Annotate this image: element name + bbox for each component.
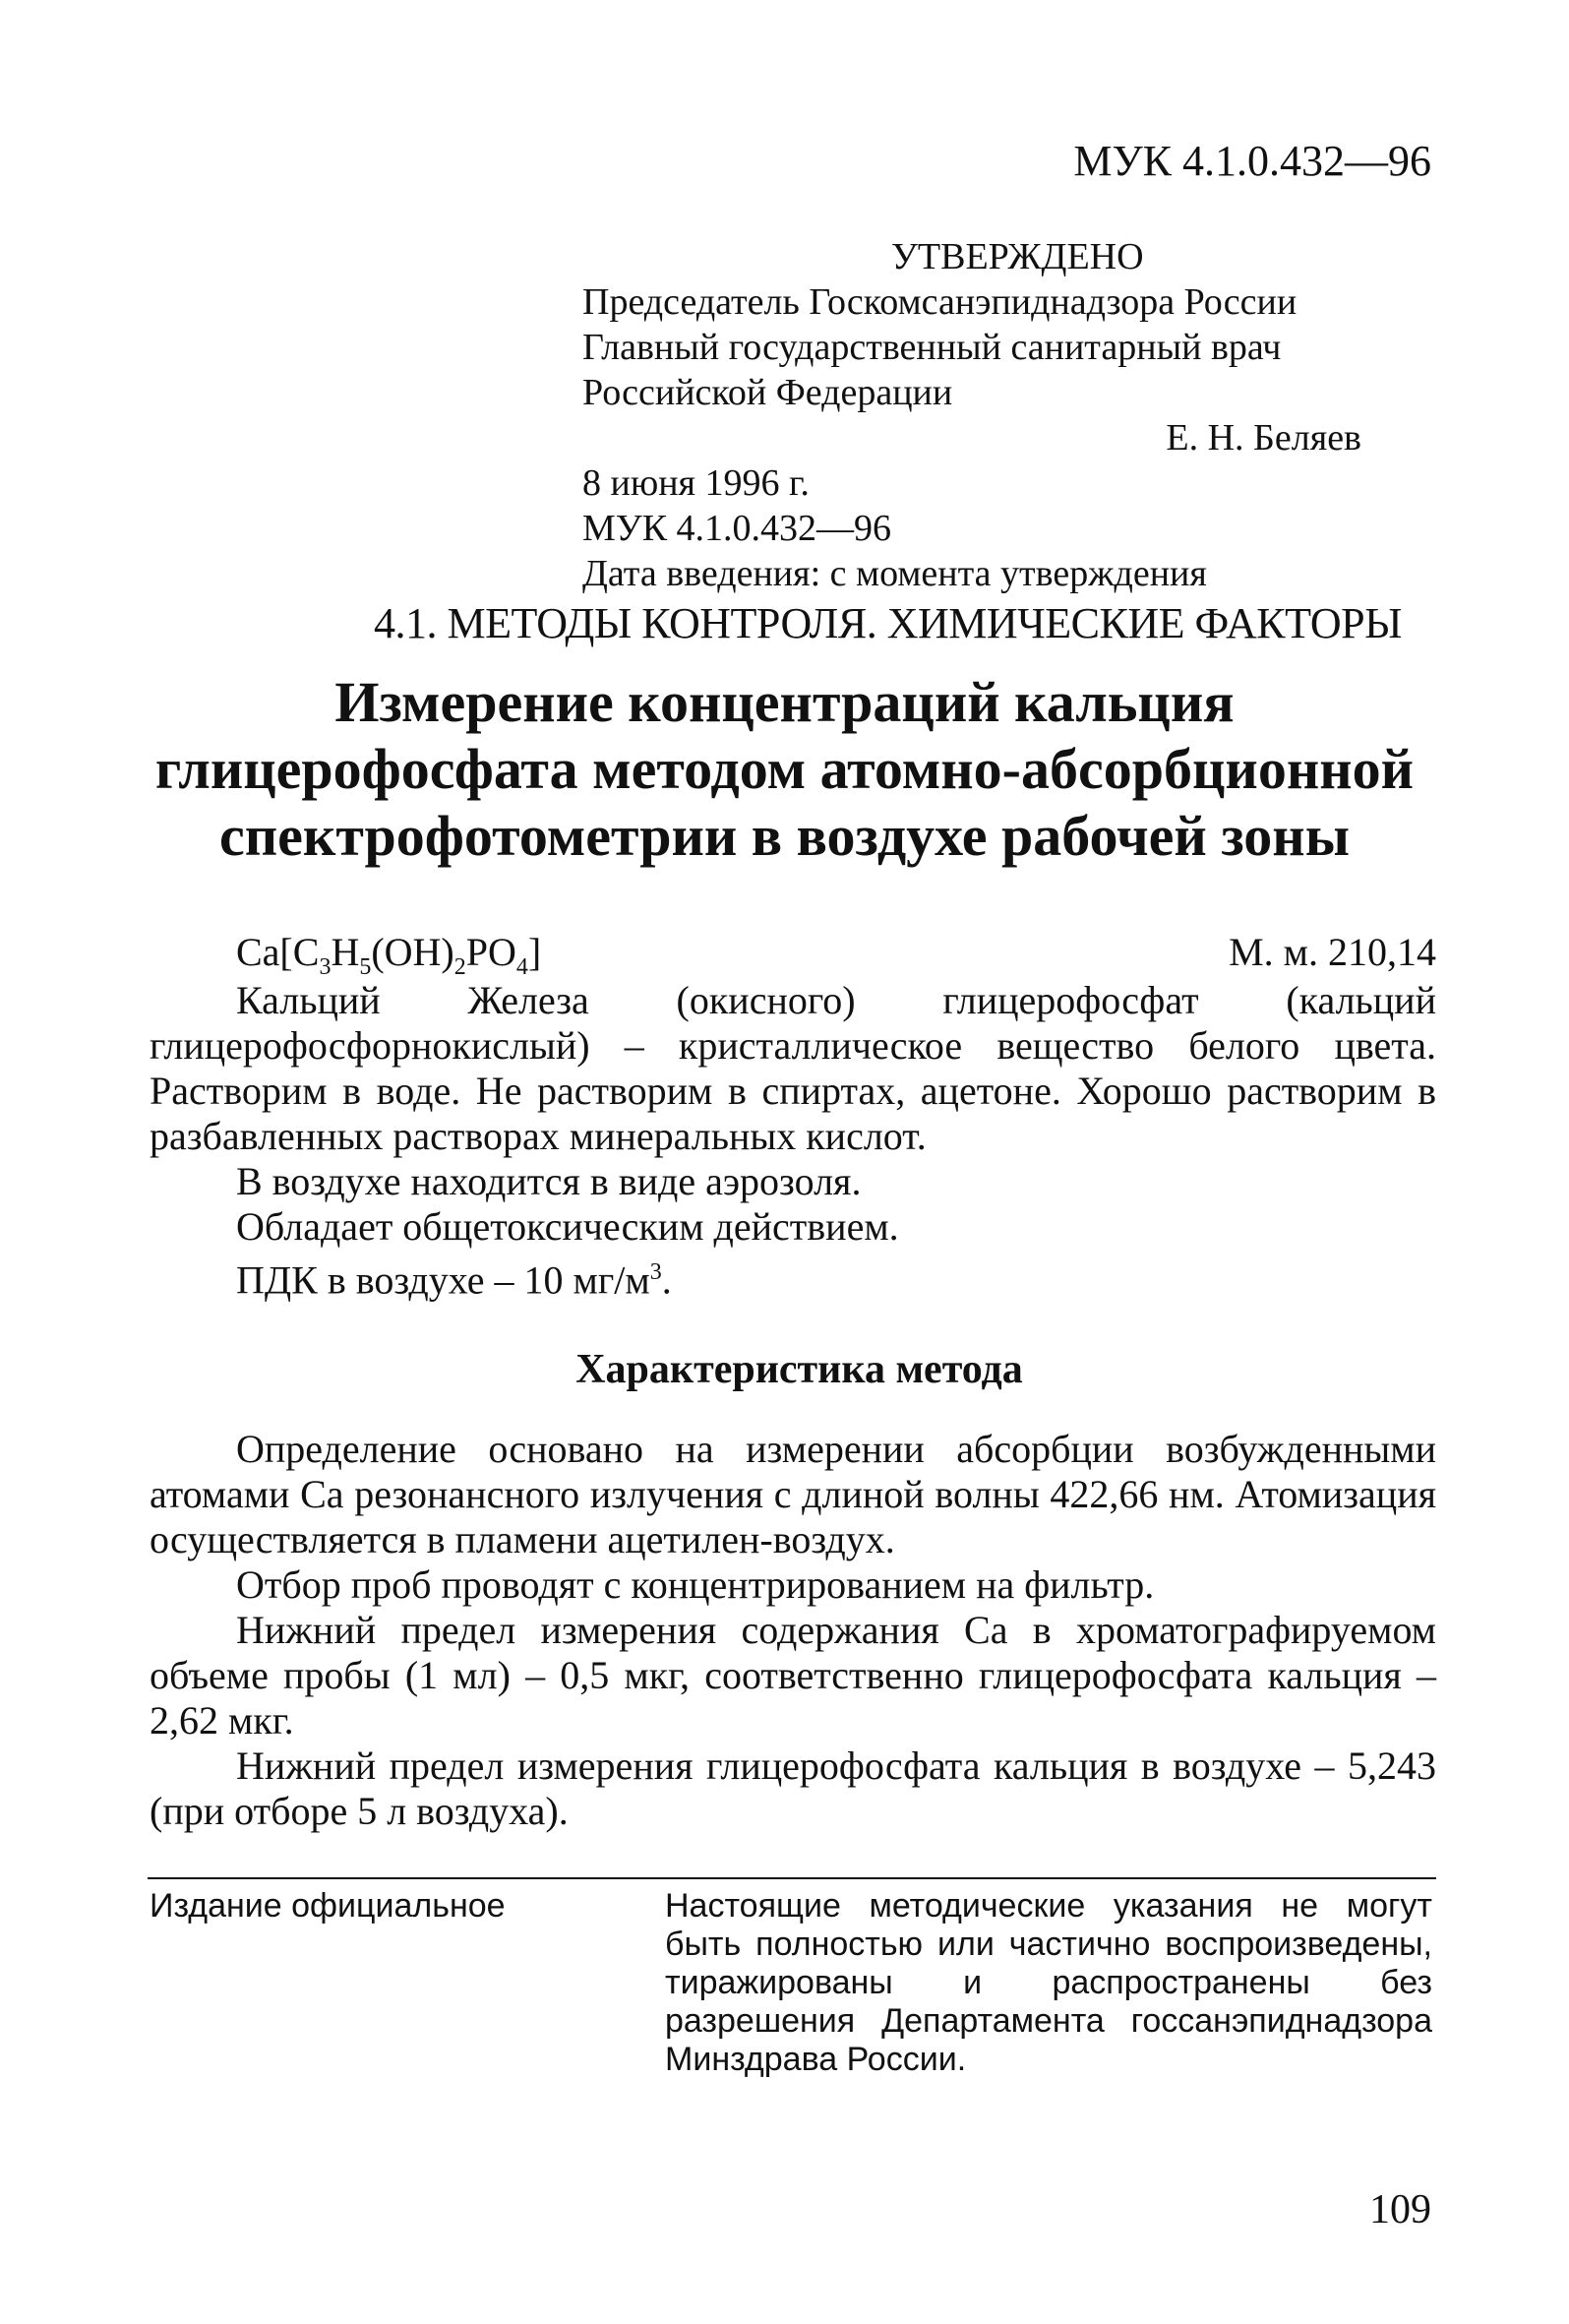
method-paragraph: Нижний предел измерения содержания Са в хроматографируемом объеме пробы (1 мл) – 0,5 мкг, соответственно глицерофосфата кальция – 2,62 мкг.: [150, 1608, 1436, 1743]
page-number: 109: [1369, 2187, 1431, 2232]
document-code: МУК 4.1.0.432—96: [1073, 137, 1431, 185]
description-paragraph: ПДК в воздухе – 10 $мг/м^3$.: [236, 1257, 672, 1303]
chemical-formula: $Ca[C_3H_5(OH)_2PO_4]$: [236, 930, 542, 980]
approval-heading: УТВЕРЖДЕНО: [891, 236, 1144, 277]
main-title-line: Измерение концентраций кальция: [334, 670, 1235, 734]
main-title-line: спектрофотометрии в воздухе рабочей зоны: [219, 804, 1350, 868]
method-paragraph: Определение основано на измерении абсорбции возбужденными атомами Са резонансного излучения с длиной волны 422,66 нм. Атомизация осуществляется в пламени ацетилен-воздух.: [150, 1427, 1436, 1561]
description-paragraph: Обладает общетоксическим действием.: [236, 1204, 899, 1249]
approval-code: МУК 4.1.0.432—96: [582, 508, 892, 549]
approval-line: Российской Федерации: [582, 372, 953, 413]
method-paragraph: Нижний предел измерения глицерофосфата кальция в воздухе – 5,243 (при отборе 5 л воздуха).: [150, 1743, 1436, 1833]
edition-note: Издание официальное: [150, 1887, 506, 1925]
description: [150, 978, 1436, 1303]
footer-divider: [148, 1877, 1436, 1879]
molecular-mass: М. м. 210,14: [1229, 930, 1436, 974]
section-title: 4.1. МЕТОДЫ КОНТРОЛЯ. ХИМИЧЕСКИЕ ФАКТОРЫ: [373, 599, 1403, 647]
approval-line: Председатель Госкомсанэпиднадзора России: [582, 281, 1297, 323]
description-paragraph: В воздухе находится в виде аэрозоля.: [236, 1159, 862, 1203]
method-paragraph: Отбор проб проводят с концентрированием на фильтр.: [236, 1562, 1155, 1607]
method-section: [150, 1427, 1436, 1834]
approval-line: Главный государственный санитарный врач: [582, 327, 1282, 368]
main-title-line: глицерофосфата методом атомно-абсорбционной: [154, 737, 1415, 801]
copyright-note: Настоящие методические указания не могут быть полностью или частично воспроизведены, тиражированы и распространены без разрешения Департамента госсанэпиднадзора Минздрава России.: [665, 1887, 1432, 2078]
main-title: [98, 669, 1471, 870]
approval-date: 8 июня 1996 г.: [582, 462, 810, 504]
approval-intro-date: Дата введения: с момента утверждения: [582, 553, 1207, 594]
description-paragraph: Кальций Железа (окисного) глицерофосфат (кальций глицерофосфорнокислый) – кристаллическое вещество белого цвета. Растворим в воде. Не растворим в спиртах, ацетоне. Хорошо растворим в разбавленных растворах минеральных кислот.: [150, 978, 1436, 1158]
approval-block: [582, 234, 1369, 596]
method-heading: Характеристика метода: [575, 1347, 1023, 1392]
approval-signer: Е. Н. Беляев: [1166, 417, 1361, 459]
